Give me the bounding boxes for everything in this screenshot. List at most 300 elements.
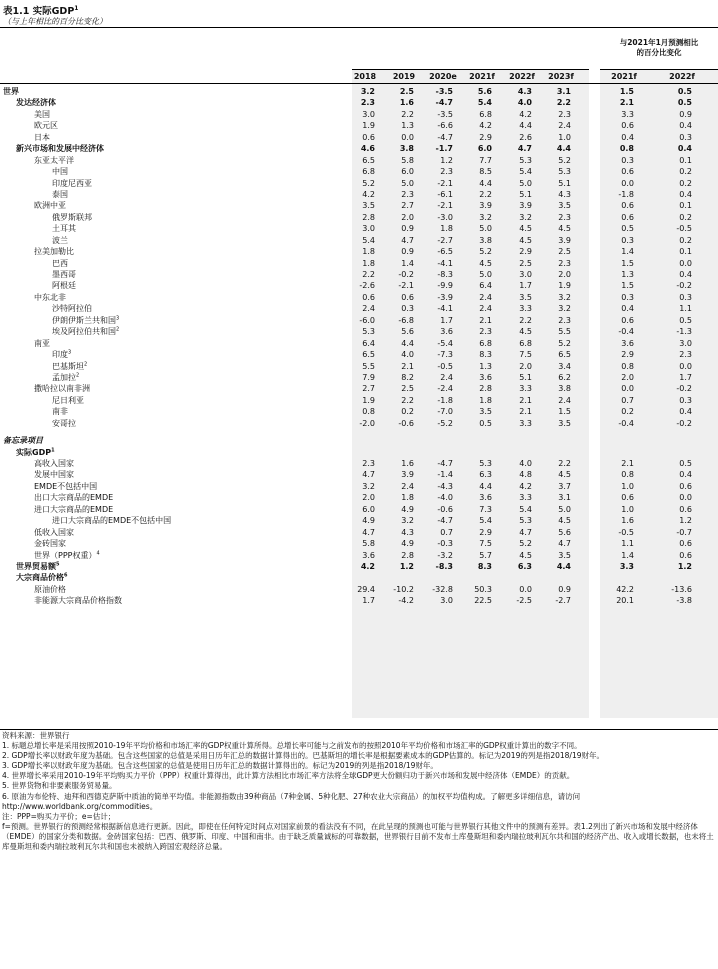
table-cell: 0.3 — [621, 235, 634, 245]
row-label — [34, 458, 74, 469]
table-cell: 3.8 — [399, 144, 414, 154]
table-cell: 1.2 — [440, 155, 453, 165]
table-cell: 3.5 — [519, 292, 532, 302]
table-cell: 2.3 — [401, 189, 414, 199]
table-row — [0, 550, 718, 561]
row-label — [52, 515, 171, 526]
table-cell: 0.4 — [679, 270, 692, 279]
table-cell: 0.1 — [679, 201, 692, 211]
table-cell: 3.3 — [619, 561, 634, 571]
table-cell: 22.5 — [474, 596, 492, 606]
table-cell: 4.3 — [558, 189, 571, 199]
row-label-text: 印度 — [52, 350, 68, 360]
table-cell: 2.1 — [401, 361, 414, 371]
table-cell: 1.1 — [621, 539, 634, 549]
table-cell: 2.4 — [558, 121, 571, 131]
table-row — [0, 447, 718, 458]
row-label — [52, 418, 76, 429]
table-row — [0, 155, 718, 166]
table-cell: 1.9 — [362, 121, 375, 131]
table-cell: 0.3 — [621, 292, 634, 302]
table-cell: 4.6 — [360, 144, 375, 154]
table-cell: 1.0 — [558, 132, 571, 142]
table-cell: -5.4 — [437, 338, 453, 348]
table-cell: 0.3 — [679, 292, 692, 302]
table-cell: 1.8 — [440, 224, 453, 234]
column-header: 2019 — [392, 72, 416, 81]
footnote-marker: 6 — [64, 572, 68, 579]
table-cell: 0.7 — [440, 527, 453, 537]
table-cell: 0.6 — [679, 481, 692, 491]
table-cell: -0.2 — [398, 270, 414, 279]
table-cell: 5.5 — [558, 327, 571, 337]
table-cell: 4.0 — [519, 459, 532, 468]
row-label — [52, 189, 68, 200]
table-cell: 5.3 — [519, 516, 532, 526]
row-label-text: 进口大宗商品的EMDE不包括中国 — [52, 516, 172, 526]
row-label-text: 中国 — [52, 167, 68, 177]
table-cell: 0.4 — [679, 189, 692, 199]
row-label — [16, 143, 104, 154]
table-cell: 4.5 — [558, 224, 571, 234]
row-label — [34, 292, 66, 303]
table-cell: 1.0 — [621, 504, 634, 514]
row-label-text: 发达经济体 — [16, 98, 56, 108]
table-cell: 6.8 — [479, 338, 492, 348]
table-cell: 0.9 — [558, 584, 571, 594]
table-cell: -2.1 — [437, 201, 453, 211]
table-cell: 3.2 — [558, 304, 571, 314]
row-label — [34, 109, 50, 120]
table-cell: 3.3 — [519, 304, 532, 314]
table-row — [0, 492, 718, 503]
table-cell: 3.9 — [479, 201, 492, 211]
row-label-text: 印度尼西亚 — [52, 178, 92, 188]
table-cell: 2.3 — [558, 315, 571, 325]
table-cell: 3.0 — [519, 270, 532, 279]
table-cell: -6.8 — [398, 315, 414, 325]
table-row — [0, 418, 718, 429]
table-cell: 1.6 — [399, 98, 414, 108]
column-header: 2020e — [429, 72, 457, 81]
table-row — [0, 97, 718, 108]
table-cell: -2.7 — [555, 596, 571, 606]
table-cell: 1.5 — [558, 407, 571, 417]
deviation-group-header: 与2021年1月预测相比 的百分比变化 — [619, 38, 699, 57]
row-label — [34, 338, 50, 349]
footnote-marker: 3 — [68, 349, 72, 356]
table-notes — [2, 731, 716, 852]
row-label-text: 发展中国家 — [34, 470, 74, 480]
row-label-text: 波兰 — [52, 235, 68, 245]
table-row — [0, 504, 718, 515]
table-row — [0, 315, 718, 326]
row-label-text: 撒哈拉以南非洲 — [34, 384, 90, 394]
table-cell: 4.7 — [558, 539, 571, 549]
table-cell: 2.6 — [519, 132, 532, 142]
table-cell: -3.5 — [437, 109, 453, 119]
table-row — [0, 178, 718, 189]
table-cell: -0.6 — [398, 418, 414, 428]
table-cell: 4.7 — [362, 470, 375, 480]
table-cell: 2.1 — [621, 459, 634, 468]
table-row — [0, 292, 718, 303]
table-cell: -1.8 — [437, 395, 453, 405]
row-label — [52, 395, 84, 406]
row-label — [52, 349, 71, 360]
table-cell: -1.8 — [618, 189, 634, 199]
row-label-text: 低收入国家 — [34, 527, 74, 537]
table-cell: 6.5 — [362, 350, 375, 360]
table-cell: 0.8 — [621, 361, 634, 371]
table-cell: 2.5 — [399, 87, 414, 96]
table-cell: -4.3 — [437, 481, 453, 491]
row-label-text: 日本 — [34, 132, 50, 142]
table-row — [0, 120, 718, 131]
table-cell: -0.6 — [437, 504, 453, 514]
table-cell: 2.2 — [519, 315, 532, 325]
table-cell: 1.8 — [401, 493, 414, 503]
table-cell: 3.5 — [558, 201, 571, 211]
table-cell: 2.5 — [558, 247, 571, 257]
table-cell: 4.3 — [517, 87, 532, 96]
table-row — [0, 258, 718, 269]
table-cell: 2.3 — [440, 167, 453, 177]
table-cell: 3.0 — [679, 338, 692, 348]
table-cell: 2.9 — [519, 247, 532, 257]
note-line: 资料来源：世界银行 — [2, 731, 70, 740]
row-label — [52, 269, 76, 280]
table-cell: 1.9 — [558, 281, 571, 291]
table-row — [0, 372, 718, 383]
table-cell: -0.3 — [437, 539, 453, 549]
table-cell: 0.0 — [679, 258, 692, 268]
table-cell: -4.7 — [437, 132, 453, 142]
row-label — [34, 481, 97, 492]
table-cell: 2.3 — [479, 327, 492, 337]
note-line: 5. 世界货物和非要素服务贸易量。 — [2, 781, 117, 791]
row-label — [3, 86, 19, 97]
table-cell: 2.2 — [362, 270, 375, 279]
table-cell: 2.4 — [479, 292, 492, 302]
footnote-marker: 3 — [116, 315, 120, 322]
table-row — [0, 383, 718, 394]
row-label-text: 实际GDP — [16, 447, 52, 457]
table-cell: 6.0 — [362, 504, 375, 514]
table-cell: 1.4 — [621, 550, 634, 560]
table-cell: 0.2 — [679, 167, 692, 177]
row-label — [34, 584, 66, 595]
table-cell: 3.8 — [558, 384, 571, 394]
row-label — [52, 258, 68, 269]
table-cell: 5.2 — [558, 155, 571, 165]
table-cell: 1.3 — [479, 361, 492, 371]
table-cell: 4.5 — [519, 235, 532, 245]
note-line: 注：PPP=购买力平价；e=估计； — [2, 811, 116, 821]
table-row — [0, 561, 718, 572]
table-cell: 0.6 — [362, 292, 375, 302]
row-label-text: 出口大宗商品的EMDE — [34, 493, 114, 503]
table-cell: 2.5 — [519, 258, 532, 268]
table-cell: 4.4 — [556, 561, 571, 571]
table-cell: 4.2 — [519, 109, 532, 119]
table-cell: 0.2 — [679, 235, 692, 245]
table-cell: -3.2 — [437, 550, 453, 560]
table-cell: 3.2 — [479, 212, 492, 222]
divider — [600, 69, 718, 70]
table-cell: 4.3 — [401, 527, 414, 537]
table-cell: 1.4 — [401, 258, 414, 268]
table-cell: 0.7 — [621, 395, 634, 405]
note-line: 6. 原油为布伦特、迪拜和西德克萨斯中质油的简单平均值。非能源指数由39种商品（7种金属、5种化肥、27种农业大宗商品）的加权平均值构成。了解更多详细信息，请访问http://www.worldbank.org/commodities。 — [2, 791, 581, 811]
table-cell: 3.5 — [558, 418, 571, 428]
table-cell: 4.5 — [519, 550, 532, 560]
table-cell: 0.5 — [677, 87, 692, 96]
table-cell: 3.1 — [556, 87, 571, 96]
table-cell: 2.4 — [440, 372, 453, 382]
table-cell: 0.0 — [621, 178, 634, 188]
table-cell: 4.0 — [401, 350, 414, 360]
table-cell: 0.5 — [679, 459, 692, 468]
table-cell: 0.9 — [401, 224, 414, 234]
table-cell: 3.0 — [362, 224, 375, 234]
row-label-text: EMDE不包括中国 — [34, 481, 98, 491]
row-label-text: 南亚 — [34, 338, 50, 348]
row-label-text: 东亚太平洋 — [34, 155, 74, 165]
row-label — [34, 383, 90, 394]
divider — [0, 27, 718, 28]
table-cell: 0.0 — [679, 361, 692, 371]
table-cell: -2.1 — [398, 281, 414, 291]
table-cell: 4.9 — [401, 539, 414, 549]
table-cell: 2.1 — [519, 395, 532, 405]
note-line: 4. 世界增长率采用2010-19年平均购买力平价（PPP）权重计算得出，此计算方法相比市场汇率方法将全球GDP更大份额归功于新兴市场和发展中经济体（EMDE）的贡献。 — [2, 771, 575, 781]
table-row — [0, 572, 718, 583]
table-cell: 7.5 — [519, 350, 532, 360]
table-cell: 5.2 — [558, 338, 571, 348]
table-cell: 2.8 — [401, 550, 414, 560]
table-cell: 1.1 — [679, 304, 692, 314]
table-cell: 1.2 — [399, 561, 414, 571]
table-cell: 4.7 — [517, 144, 532, 154]
table-cell: 0.8 — [362, 407, 375, 417]
table-cell: 8.5 — [479, 167, 492, 177]
table-cell: 1.5 — [621, 281, 634, 291]
table-cell: -1.4 — [437, 470, 453, 480]
table-cell: 0.9 — [679, 109, 692, 119]
row-label-text: 中东北非 — [34, 292, 66, 302]
table-cell: -8.3 — [437, 270, 453, 279]
table-cell: 1.7 — [679, 372, 692, 382]
note-line: f=预测。世界银行的预测经常根据新信息进行更新。因此，即使在任何特定时间点对国家前景的看法没有不同，在此呈现的预测也可能与世界银行其他文件中的预测有差异。表1.2列出了新兴市场和发展中经济体（EMDE）的国家分类和数据。金砖国家包括：巴西、俄罗斯、印度、中国和南非。由于缺乏质量诚标的可靠数据，世界银行目前不发布土库曼斯坦和委内瑞拉玻利瓦尔共和国的经济产出、收入或增长数据，也未将土库曼斯坦和委内瑞拉玻利瓦尔共和国也未被纳入跨国宏观经济总量。 — [2, 821, 714, 852]
row-label-text: 阿根廷 — [52, 281, 76, 291]
table-cell: -6.6 — [437, 121, 453, 131]
table-cell: 2.0 — [519, 361, 532, 371]
table-cell: 1.7 — [440, 315, 453, 325]
table-cell: 6.8 — [362, 167, 375, 177]
divider — [0, 83, 718, 84]
table-row — [0, 481, 718, 492]
table-cell: -4.2 — [398, 596, 414, 606]
table-cell: 2.4 — [362, 304, 375, 314]
row-label — [52, 315, 119, 326]
table-cell: 3.3 — [621, 109, 634, 119]
table-cell: 2.3 — [360, 98, 375, 108]
table-cell: 0.0 — [621, 384, 634, 394]
table-row — [0, 109, 718, 120]
table-cell: 4.8 — [519, 470, 532, 480]
table-cell: 5.2 — [362, 178, 375, 188]
table-cell: 1.3 — [621, 270, 634, 279]
table-row — [0, 395, 718, 406]
table-cell: -4.7 — [435, 98, 453, 108]
table-cell: 2.5 — [401, 384, 414, 394]
table-cell: 1.7 — [362, 596, 375, 606]
table-cell: 5.4 — [479, 516, 492, 526]
table-cell: 2.3 — [558, 109, 571, 119]
table-cell: 0.2 — [679, 178, 692, 188]
table-cell: 7.7 — [479, 155, 492, 165]
table-cell: -32.8 — [432, 584, 453, 594]
table-row — [0, 458, 718, 469]
table-cell: 0.2 — [621, 407, 634, 417]
table-cell: 0.6 — [679, 504, 692, 514]
table-cell: 2.2 — [558, 459, 571, 468]
table-cell: 29.4 — [357, 584, 375, 594]
row-label-text: 埃及阿拉伯共和国 — [52, 327, 116, 337]
row-label-text: 欧洲中亚 — [34, 201, 66, 211]
table-cell: -0.4 — [618, 418, 634, 428]
row-label-text: 伊朗伊斯兰共和国 — [52, 315, 116, 325]
footnote-marker: 2 — [76, 372, 80, 379]
row-label — [52, 178, 92, 189]
table-row — [0, 326, 718, 337]
table-cell: 0.6 — [621, 201, 634, 211]
table-row — [0, 212, 718, 223]
table-row — [0, 406, 718, 417]
table-cell: 8.2 — [401, 372, 414, 382]
table-cell: 2.0 — [401, 212, 414, 222]
table-cell: 0.4 — [679, 407, 692, 417]
row-label-text: 巴基斯坦 — [52, 361, 84, 371]
row-label-text: 世界（PPP权重） — [34, 550, 97, 560]
table-cell: 0.9 — [401, 247, 414, 257]
table-cell: 5.3 — [519, 155, 532, 165]
column-header: 2018 — [353, 72, 377, 81]
table-cell: 3.8 — [479, 235, 492, 245]
table-cell: -1.7 — [435, 144, 453, 154]
table-cell: 2.7 — [401, 201, 414, 211]
table-cell: 6.4 — [362, 338, 375, 348]
table-cell: 8.3 — [477, 561, 492, 571]
column-header: 2023f — [548, 72, 574, 81]
table-row — [0, 189, 718, 200]
table-cell: 2.0 — [558, 270, 571, 279]
row-label — [34, 200, 66, 211]
table-cell: 1.2 — [679, 516, 692, 526]
table-row — [0, 143, 718, 154]
table-row — [0, 595, 718, 606]
note-line: 2. GDP增长率以财政年度为基础。包含这些国家的总值是采用日历年汇总的数据计算得出的。巴基斯坦的增长率是根据要素成本的GDP估算的。标记为2019的列是指2018/19财年。 — [2, 751, 604, 761]
table-cell: 4.2 — [362, 189, 375, 199]
table-cell: 3.6 — [479, 493, 492, 503]
row-label-text: 金砖国家 — [34, 539, 66, 549]
row-label — [34, 132, 50, 143]
column-header: 2022f — [669, 72, 695, 81]
row-label-text: 泰国 — [52, 189, 68, 199]
table-row — [0, 584, 718, 595]
table-row — [0, 527, 718, 538]
table-cell: 6.8 — [519, 338, 532, 348]
footnote-marker: 2 — [116, 326, 120, 333]
row-label-text: 进口大宗商品的EMDE — [34, 504, 114, 514]
row-label-text: 南非 — [52, 407, 68, 417]
table-cell: 0.3 — [679, 395, 692, 405]
table-cell: 2.3 — [362, 459, 375, 468]
row-label-text: 备忘录项目 — [3, 436, 43, 446]
table-cell: 0.4 — [679, 121, 692, 131]
table-cell: 0.6 — [401, 292, 414, 302]
table-cell: 0.3 — [401, 304, 414, 314]
table-cell: 3.9 — [558, 235, 571, 245]
table-cell: -4.1 — [437, 258, 453, 268]
table-cell: 4.4 — [556, 144, 571, 154]
table-cell: 0.6 — [621, 493, 634, 503]
note-line: 1. 标题总增长率是采用按照2010-19年平均价格和市场汇率的GDP权重计算所得。总增长率可能与之前发布的按照2010年平均价格和市场汇率的GDP权重计算出的数字不同。 — [2, 741, 582, 751]
table-cell: -3.0 — [437, 212, 453, 222]
row-label — [52, 361, 87, 372]
table-cell: -6.0 — [359, 315, 375, 325]
table-cell: 5.7 — [479, 550, 492, 560]
table-cell: 4.5 — [479, 258, 492, 268]
row-label — [34, 595, 122, 606]
table-cell: 5.4 — [519, 167, 532, 177]
row-label — [52, 372, 79, 383]
table-row — [0, 280, 718, 291]
row-label-text: 尼日利亚 — [52, 395, 84, 405]
table-cell: -2.4 — [437, 384, 453, 394]
table-row — [0, 246, 718, 257]
table-cell: 5.0 — [519, 178, 532, 188]
table-row — [0, 269, 718, 280]
row-label-text: 高收入国家 — [34, 459, 74, 468]
table-cell: 0.0 — [401, 132, 414, 142]
table-cell: 1.5 — [619, 87, 634, 96]
table-cell: 5.0 — [558, 504, 571, 514]
table-cell: 4.7 — [519, 527, 532, 537]
row-label — [16, 561, 59, 572]
table-cell: 1.8 — [362, 258, 375, 268]
table-cell: -4.7 — [437, 516, 453, 526]
row-label-text: 美国 — [34, 109, 50, 119]
table-cell: -3.8 — [676, 596, 692, 606]
table-cell: -2.7 — [437, 235, 453, 245]
column-header: 2021f — [611, 72, 637, 81]
table-cell: -0.5 — [618, 527, 634, 537]
table-cell: 2.2 — [401, 395, 414, 405]
table-cell: 2.9 — [479, 527, 492, 537]
table-cell: 1.8 — [479, 395, 492, 405]
row-label-text: 土耳其 — [52, 224, 76, 234]
table-cell: 6.3 — [479, 470, 492, 480]
row-label-text: 巴西 — [52, 258, 68, 268]
table-cell: 0.4 — [679, 470, 692, 480]
row-label — [16, 572, 67, 583]
table-cell: 50.3 — [474, 584, 492, 594]
row-label-text: 世界贸易额 — [16, 561, 56, 571]
row-label — [34, 504, 113, 515]
table-cell: -0.4 — [618, 327, 634, 337]
